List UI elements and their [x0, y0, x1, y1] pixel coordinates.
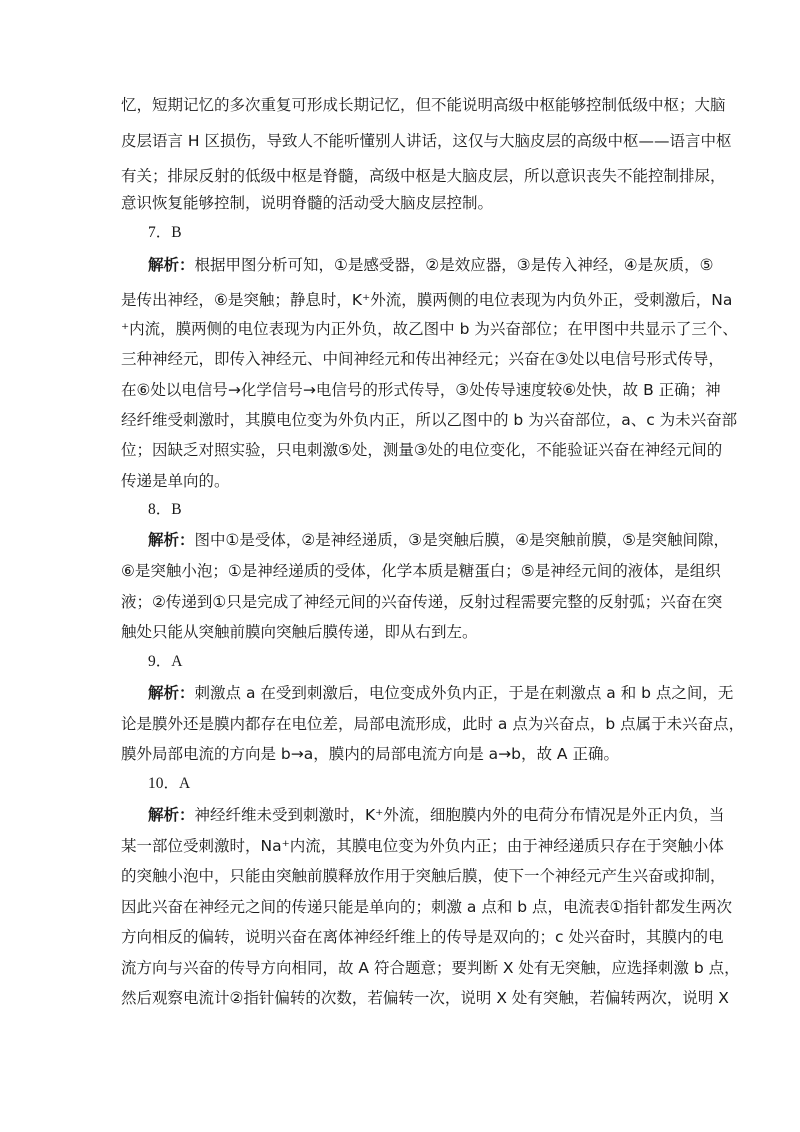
answer-line: 某一部位受刺激时，Na⁺内流，其膜电位变为外负内正；由于神经递质只存在于突触小体	[121, 837, 724, 855]
answer-line	[148, 683, 734, 703]
answer-line: 是传出神经，⑥是突触；静息时，K⁺外流，膜两侧的电位表现为内负外正，受刺激后，Na	[121, 291, 733, 309]
analysis-label: 解析：	[148, 806, 195, 824]
answer-text: 刺激点 a 在受到刺激后，电位变成外负内正，于是在刺激点 a 和 b 点之间，无	[194, 684, 734, 702]
answer-text: 根据甲图分析可知，①是感受器，②是效应器，③是传入神经，④是灰质，⑤	[194, 256, 714, 274]
answer-line: 液；②传递到①只是完成了神经元间的兴奋传递，反射过程需要完整的反射弧；兴奋在突	[121, 593, 723, 611]
answer-line: 经纤维受刺激时，其膜电位变为外负内正，所以乙图中的 b 为兴奋部位，a、c 为未兴奋部	[121, 411, 738, 429]
answer-line: 然后观察电流计②指针偏转的次数，若偏转一次，说明 X 处有突触，若偏转两次，说明 X	[121, 989, 729, 1007]
answer-text: 图中①是受体，②是神经递质，③是突触后膜，④是突触前膜，⑤是突触间隙，	[194, 531, 729, 549]
answer-number: 7．B	[148, 224, 182, 241]
answer-line: 传递是单向的。	[121, 472, 230, 490]
answer-line: 的突触小泡中，只能由突触前膜释放作用于突触后膜，使下一个神经元产生兴奋或抑制，	[121, 867, 726, 885]
answer-number: 10．A	[148, 775, 191, 792]
paragraph-line: 意识恢复能够控制，说明脊髓的活动受大脑皮层控制。	[121, 194, 494, 212]
answer-line: ⑥是突触小泡；①是神经递质的受体，化学本质是糖蛋白；⑤是神经元间的液体，是组织	[121, 562, 721, 580]
answer-line: ⁺内流，膜两侧的电位表现为内正外负，故乙图中 b 为兴奋部位；在甲图中共显示了三个、	[121, 320, 738, 338]
analysis-label: 解析：	[148, 531, 195, 549]
answer-number: 8．B	[148, 501, 182, 518]
answer-line	[148, 530, 729, 550]
answer-text: 神经纤维未受到刺激时，K⁺外流，细胞膜内外的电荷分布情况是外正内负，当	[194, 806, 725, 824]
answer-line: 论是膜外还是膜内都存在电位差，局部电流形成，此时 a 点为兴奋点，b 点属于未兴奋点，	[121, 715, 745, 733]
answer-number: 9．A	[148, 653, 183, 670]
analysis-label: 解析：	[148, 684, 195, 702]
answer-line	[148, 805, 725, 825]
answer-line: 方向相反的偏转，说明兴奋在离体神经纤维上的传导是双向的；c 处兴奋时，其膜内的电	[121, 928, 724, 946]
answer-line: 因此兴奋在神经元之间的传递只能是单向的；刺激 a 点和 b 点，电流表①指针都发生两次	[121, 898, 732, 916]
analysis-label: 解析：	[148, 256, 195, 274]
answer-line: 位；因缺乏对照实验，只电刺激⑤处，测量③处的电位变化，不能验证兴奋在神经元间的	[121, 441, 723, 459]
answer-line: 在⑥处以电信号→化学信号→电信号的形式传导，③处传导速度较⑥处快，故 B 正确；神	[121, 381, 721, 399]
paragraph-line: 忆，短期记忆的多次重复可形成长期记忆，但不能说明高级中枢能够控制低级中枢；大脑	[121, 96, 726, 114]
answer-line: 触处只能从突触前膜向突触后膜传递，即从右到左。	[121, 623, 478, 641]
answer-line: 三种神经元，即传入神经元、中间神经元和传出神经元；兴奋在③处以电信号形式传导，	[121, 350, 724, 368]
paragraph-line: 有关；排尿反射的低级中枢是脊髓，高级中枢是大脑皮层，所以意识丧失不能控制排尿，	[121, 167, 726, 185]
answer-line	[148, 255, 714, 275]
paragraph-line: 皮层语言 H 区损伤，导致人不能听懂别人讲话，这仅与大脑皮层的高级中枢——语言中枢	[121, 132, 732, 150]
answer-line: 流方向与兴奋的传导方向相同，故 A 符合题意；要判断 X 处有无突触，应选择刺激 b 点，	[121, 959, 740, 977]
answer-line: 膜外局部电流的方向是 b→a，膜内的局部电流方向是 a→b，故 A 正确。	[121, 745, 619, 763]
